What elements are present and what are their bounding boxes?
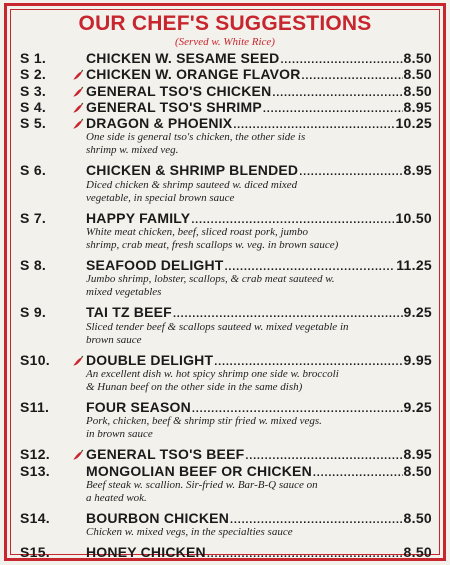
item-code: S14. (20, 509, 50, 526)
menu-item (20, 446, 432, 462)
item-name: DOUBLE DELIGHT (86, 351, 214, 368)
menu-item-row (20, 304, 432, 320)
item-code: S11. (20, 398, 50, 415)
chili-pepper-icon (72, 354, 86, 370)
item-description: mixed vegetables (86, 286, 162, 299)
menu-item (20, 83, 432, 99)
dot-leader (173, 306, 403, 322)
item-description: Diced chicken & shrimp sauteed w. diced mixed (86, 178, 298, 191)
menu-list (20, 50, 432, 560)
item-code: S 9. (20, 304, 47, 321)
item-code: S10. (20, 351, 50, 368)
menu-item-row (20, 162, 432, 178)
item-description: & Hunan beef on the other side in the same dish) (86, 380, 303, 393)
item-name: GENERAL TSO'S SHRIMP (86, 98, 262, 115)
item-price: 11.25 (396, 257, 432, 274)
item-code: S 3. (20, 82, 47, 99)
item-price: 9.95 (403, 351, 432, 368)
chili-pepper-icon (72, 117, 86, 133)
menu-item (20, 162, 432, 204)
menu-item (20, 210, 432, 252)
menu-item-row (20, 544, 432, 560)
item-description: Beef steak w. scallion. Sir-fried w. Bar-B-Q sauce on (86, 478, 318, 491)
item-name: HAPPY FAMILY (86, 209, 191, 226)
item-name: TAI TZ BEEF (86, 304, 172, 321)
menu-item (20, 510, 432, 539)
item-code: S13. (20, 462, 50, 479)
item-code: S 6. (20, 162, 47, 179)
menu-item (20, 115, 432, 157)
menu-subtitle: (Served w. White Rice) (175, 36, 275, 48)
item-code: S12. (20, 446, 50, 463)
menu-item-row (20, 115, 432, 131)
item-price: 8.50 (403, 50, 432, 66)
item-name: SEAFOOD DELIGHT (86, 257, 224, 274)
menu-item (20, 99, 432, 115)
item-price: 8.50 (403, 82, 432, 99)
menu-item-row (20, 352, 432, 368)
item-description: Jumbo shrimp, lobster, scallops, & crab meat sauteed w. (86, 273, 335, 286)
item-price: 8.50 (403, 509, 432, 526)
item-code: S 5. (20, 115, 47, 132)
menu-item-row (20, 257, 432, 273)
menu-item-row (20, 50, 432, 66)
menu-item (20, 352, 432, 394)
menu-item (20, 463, 432, 505)
item-description: An excellent dish w. hot spicy shrimp one side w. broccoli (86, 367, 339, 380)
dot-leader (299, 164, 402, 180)
item-price: 8.95 (403, 162, 432, 179)
item-description: a heated wok. (86, 491, 147, 504)
item-price: 10.50 (395, 209, 432, 226)
item-description: brown sauce (86, 333, 142, 346)
item-code: S15. (20, 544, 50, 561)
item-name: GENERAL TSO'S CHICKEN (86, 82, 272, 99)
item-code: S 2. (20, 66, 47, 83)
item-price: 8.50 (403, 66, 432, 83)
menu-item (20, 544, 432, 560)
menu-item-row (20, 210, 432, 226)
item-description: Pork, chicken, beef & shrimp stir fried w. mixed vegs. (86, 415, 322, 428)
dot-leader (207, 546, 403, 562)
menu-item-row (20, 463, 432, 479)
item-name: CHICKEN & SHRIMP BLENDED (86, 162, 299, 179)
menu-item-row (20, 99, 432, 115)
menu-title: OUR CHEF'S SUGGESTIONS (78, 12, 372, 35)
item-name: CHICKEN W. SESAME SEED (86, 50, 280, 66)
item-code: S 1. (20, 50, 47, 66)
item-price: 9.25 (403, 304, 432, 321)
item-description: vegetable, in special brown sauce (86, 191, 235, 204)
dot-leader (313, 465, 403, 481)
item-price: 10.25 (395, 115, 432, 132)
item-price: 8.50 (403, 544, 432, 561)
item-name: DRAGON & PHOENIX (86, 115, 233, 132)
item-price: 8.95 (403, 446, 432, 463)
item-description: One side is general tso's chicken, the other side is (86, 131, 306, 144)
item-description: in brown sauce (86, 428, 153, 441)
item-description: shrimp w. mixed veg. (86, 144, 179, 157)
item-name: CHICKEN W. ORANGE FLAVOR (86, 66, 301, 83)
item-price: 9.25 (403, 398, 432, 415)
item-description: Sliced tender beef & scallops sauteed w. mixed vegetable in (86, 320, 349, 333)
menu-item (20, 257, 432, 299)
menu-item (20, 66, 432, 82)
item-description: shrimp, crab meat, fresh scallops w. veg. in brown sauce) (86, 239, 339, 252)
item-code: S 8. (20, 257, 47, 274)
item-name: BOURBON CHICKEN (86, 509, 229, 526)
item-description: Chicken w. mixed vegs, in the specialties sauce (86, 526, 293, 539)
menu-item-row (20, 510, 432, 526)
menu-item-row (20, 83, 432, 99)
menu-item (20, 304, 432, 346)
item-code: S 7. (20, 209, 47, 226)
item-price: 8.95 (403, 98, 432, 115)
item-name: HONEY CHICKEN (86, 544, 206, 561)
item-description: White meat chicken, beef, sliced roast pork, jumbo (86, 226, 308, 239)
item-code: S 4. (20, 98, 47, 115)
menu-item-row (20, 399, 432, 415)
menu-item (20, 50, 432, 66)
menu-item (20, 399, 432, 441)
menu-item-row (20, 66, 432, 82)
item-price: 8.50 (403, 462, 432, 479)
item-name: MONGOLIAN BEEF OR CHICKEN (86, 462, 312, 479)
item-name: FOUR SEASON (86, 398, 191, 415)
item-name: GENERAL TSO'S BEEF (86, 446, 245, 463)
menu-item-row (20, 446, 432, 462)
